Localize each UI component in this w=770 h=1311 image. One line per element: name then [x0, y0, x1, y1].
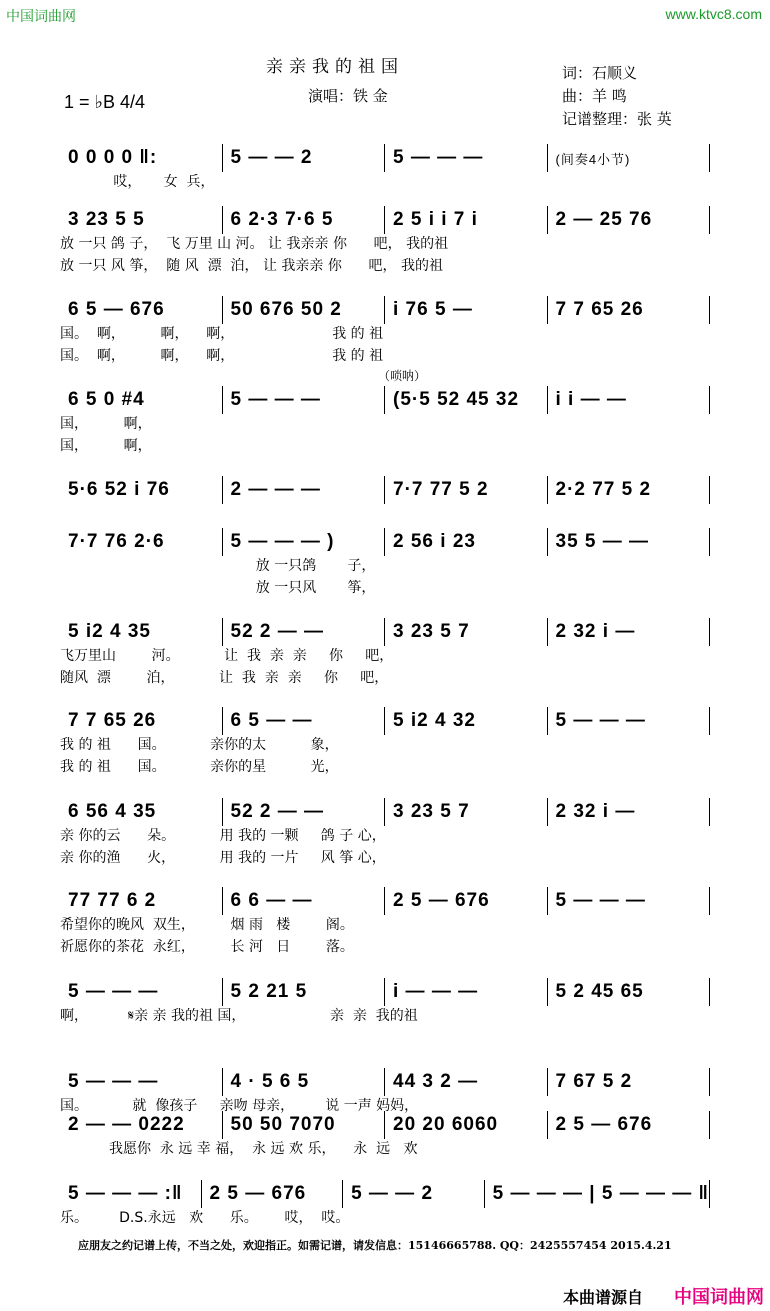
- measure: 3 23 5 7: [385, 798, 548, 826]
- watermark-left: 中国词曲网: [6, 9, 76, 25]
- measure: 2 — — —: [223, 476, 386, 504]
- measure: 5 — — — :‖: [60, 1180, 202, 1208]
- composer: 曲：羊 鸣: [562, 87, 627, 105]
- measure: i 76 5 —: [385, 296, 548, 324]
- measure: 50 676 50 2: [223, 296, 386, 324]
- key-signature: 1 = ♭B 4/4: [64, 92, 146, 112]
- transcriber: 记谱整理：张 英: [562, 110, 672, 128]
- measure: 5 — — 2: [223, 144, 386, 172]
- measure: (5·5 52 45 32: [385, 386, 548, 414]
- score-row: [60, 708, 710, 778]
- score-row: [60, 888, 710, 958]
- measure: 7·7 76 2·6: [60, 528, 223, 556]
- score-row: [60, 1069, 710, 1117]
- lyric-line: 国。 啊， 啊， 啊， 我 的 祖: [60, 326, 384, 342]
- instrument-annotation: （唢呐）: [378, 369, 427, 383]
- singer: 演唱：铁 金: [308, 87, 388, 105]
- notation-line: [60, 207, 710, 233]
- measure: 4 · 5 6 5: [223, 1068, 386, 1096]
- measure: 2 5 — 676: [385, 887, 548, 915]
- measure: 2 — 25 76: [548, 206, 711, 234]
- measure: 2·2 77 5 2: [548, 476, 711, 504]
- score-row: [60, 207, 710, 277]
- score-row: [60, 1112, 710, 1160]
- measure: 5 2 21 5: [223, 978, 386, 1006]
- measure: 6 6 — —: [223, 887, 386, 915]
- notation-line: [60, 387, 710, 413]
- lyric-line: 放 一只鸽 子，: [60, 558, 376, 574]
- measure: i i — —: [548, 386, 711, 414]
- score-row: [60, 369, 710, 457]
- lyric-line: 放 一只风 筝，: [60, 580, 376, 596]
- measure: 6 56 4 35: [60, 798, 223, 826]
- measure: 7·7 77 5 2: [385, 476, 548, 504]
- measure: 5 i2 4 32: [385, 707, 548, 735]
- measure: 7 7 65 26: [548, 296, 711, 324]
- lyric-line: 飞万里山 河。 让 我 亲 亲 你 吧，: [60, 648, 394, 664]
- measure: 5·6 52 i 76: [60, 476, 223, 504]
- measure: 52 2 — —: [223, 798, 386, 826]
- notation-line: [60, 708, 710, 734]
- measure: 2 — — 0222: [60, 1111, 223, 1139]
- lyric-line: 亲 你的渔 火， 用 我的 一片 风 筝 心，: [60, 850, 386, 866]
- notation-line: [60, 297, 710, 323]
- measure: 5 — — —: [223, 386, 386, 414]
- measure: 35 5 — —: [548, 528, 711, 556]
- measure: 2 5 — 676: [548, 1111, 711, 1139]
- lyric-line: 乐。 D.S.永远 欢 乐。 哎， 哎。: [60, 1210, 350, 1226]
- score-row: [60, 297, 710, 367]
- lyric-line: 哎， 女 兵，: [60, 174, 215, 190]
- notation-line: [60, 979, 710, 1005]
- measure: 2 5 i i 7 i: [385, 206, 548, 234]
- source-brand: 中国词曲网: [674, 1287, 764, 1308]
- measure: 6 5 0 #4: [60, 386, 223, 414]
- measure: 3 23 5 5: [60, 206, 223, 234]
- score-row: [60, 1181, 710, 1229]
- score-row: [60, 477, 710, 503]
- lyric-line: 我愿你 永 远 幸 福， 永 远 欢 乐， 永 远 欢: [60, 1141, 418, 1157]
- notation-line: [60, 145, 710, 171]
- lyric-line: 放 一只 风 筝， 随 风 漂 泊， 让 我亲亲 你 吧， 我的祖: [60, 258, 444, 274]
- lyric-line: 希望你的晚风 双生， 烟 雨 楼 阁。: [60, 917, 354, 933]
- notation-line: [60, 1112, 710, 1138]
- measure: 5 — — — ): [223, 528, 386, 556]
- score-row: [60, 799, 710, 869]
- measure: 77 77 6 2: [60, 887, 223, 915]
- score-row: [60, 145, 710, 193]
- measure: 2 56 i 23: [385, 528, 548, 556]
- lyric-line: 我 的 祖 国。 亲你的星 光，: [60, 759, 339, 775]
- measure: 5 — — 2: [343, 1180, 485, 1208]
- measure: 52 2 — —: [223, 618, 386, 646]
- measure: 5 — — —: [385, 144, 548, 172]
- score-row: [60, 529, 710, 599]
- measure: 7 67 5 2: [548, 1068, 711, 1096]
- notation-line: [60, 799, 710, 825]
- measure: 6 5 — —: [223, 707, 386, 735]
- measure: i — — —: [385, 978, 548, 1006]
- lyric-line: 亲 你的云 朵。 用 我的 一颗 鸽 子 心，: [60, 828, 386, 844]
- measure: 0 0 0 0 ‖:: [60, 144, 223, 172]
- footer-note: 应朋友之约记谱上传，不当之处，欢迎指正。如需记谱，请发信息：15146665788. QQ：2425557454 2015.4.21: [78, 1239, 672, 1252]
- lyric-line: 国。 就 像孩子 亲吻 母亲， 说 一声 妈妈，: [60, 1098, 419, 1114]
- score-row: [60, 619, 710, 689]
- measure: 5 — — —: [548, 707, 711, 735]
- song-title: 亲亲我的祖国: [266, 57, 404, 77]
- measure: 5 — — —: [60, 978, 223, 1006]
- lyric-line: 国， 啊，: [60, 416, 152, 432]
- lyric-line: 啊， 𝄋亲 亲 我的祖 国， 亲 亲 我的祖: [60, 1008, 418, 1024]
- notation-line: [60, 619, 710, 645]
- notation-line: [60, 1069, 710, 1095]
- measure: 5 — — —: [548, 887, 711, 915]
- lyric-line: 国。 啊， 啊， 啊， 我 的 祖: [60, 348, 384, 364]
- watermark-right: www.ktvc8.com: [665, 6, 762, 22]
- measure: 5 i2 4 35: [60, 618, 223, 646]
- lyric-line: 祈愿你的茶花 永红， 长 河 日 落。: [60, 939, 354, 955]
- notation-line: [60, 529, 710, 555]
- lyric-line: 我 的 祖 国。 亲你的太 象，: [60, 737, 339, 753]
- measure: 5 — — — | 5 — — — ‖: [485, 1180, 710, 1208]
- credits: [562, 62, 672, 131]
- measure: 44 3 2 —: [385, 1068, 548, 1096]
- measure: 3 23 5 7: [385, 618, 548, 646]
- measure: 20 20 6060: [385, 1111, 548, 1139]
- score-row: [60, 979, 710, 1027]
- notation-line: [60, 477, 710, 503]
- lyricist: 词：石顺义: [562, 64, 638, 82]
- measure: 50 50 7070: [223, 1111, 386, 1139]
- measure: 6 2·3 7·6 5: [223, 206, 386, 234]
- lyric-line: 放 一只 鸽 子， 飞 万里 山 河。 让 我亲亲 你 吧， 我的祖: [60, 236, 449, 252]
- notation-line: [60, 888, 710, 914]
- measure: 2 5 — 676: [202, 1180, 344, 1208]
- lyric-line: 国， 啊，: [60, 438, 152, 454]
- measure: 6 5 — 676: [60, 296, 223, 324]
- lyric-line: 随风 漂 泊， 让 我 亲 亲 你 吧，: [60, 670, 389, 686]
- notation-line: [60, 1181, 710, 1207]
- measure: 5 — — —: [60, 1068, 223, 1096]
- measure: 7 7 65 26: [60, 707, 223, 735]
- measure: 2 32 i —: [548, 798, 711, 826]
- source-label: 本曲谱源自: [563, 1288, 644, 1307]
- measure: (间奏4小节): [548, 144, 711, 172]
- measure: 2 32 i —: [548, 618, 711, 646]
- measure: 5 2 45 65: [548, 978, 711, 1006]
